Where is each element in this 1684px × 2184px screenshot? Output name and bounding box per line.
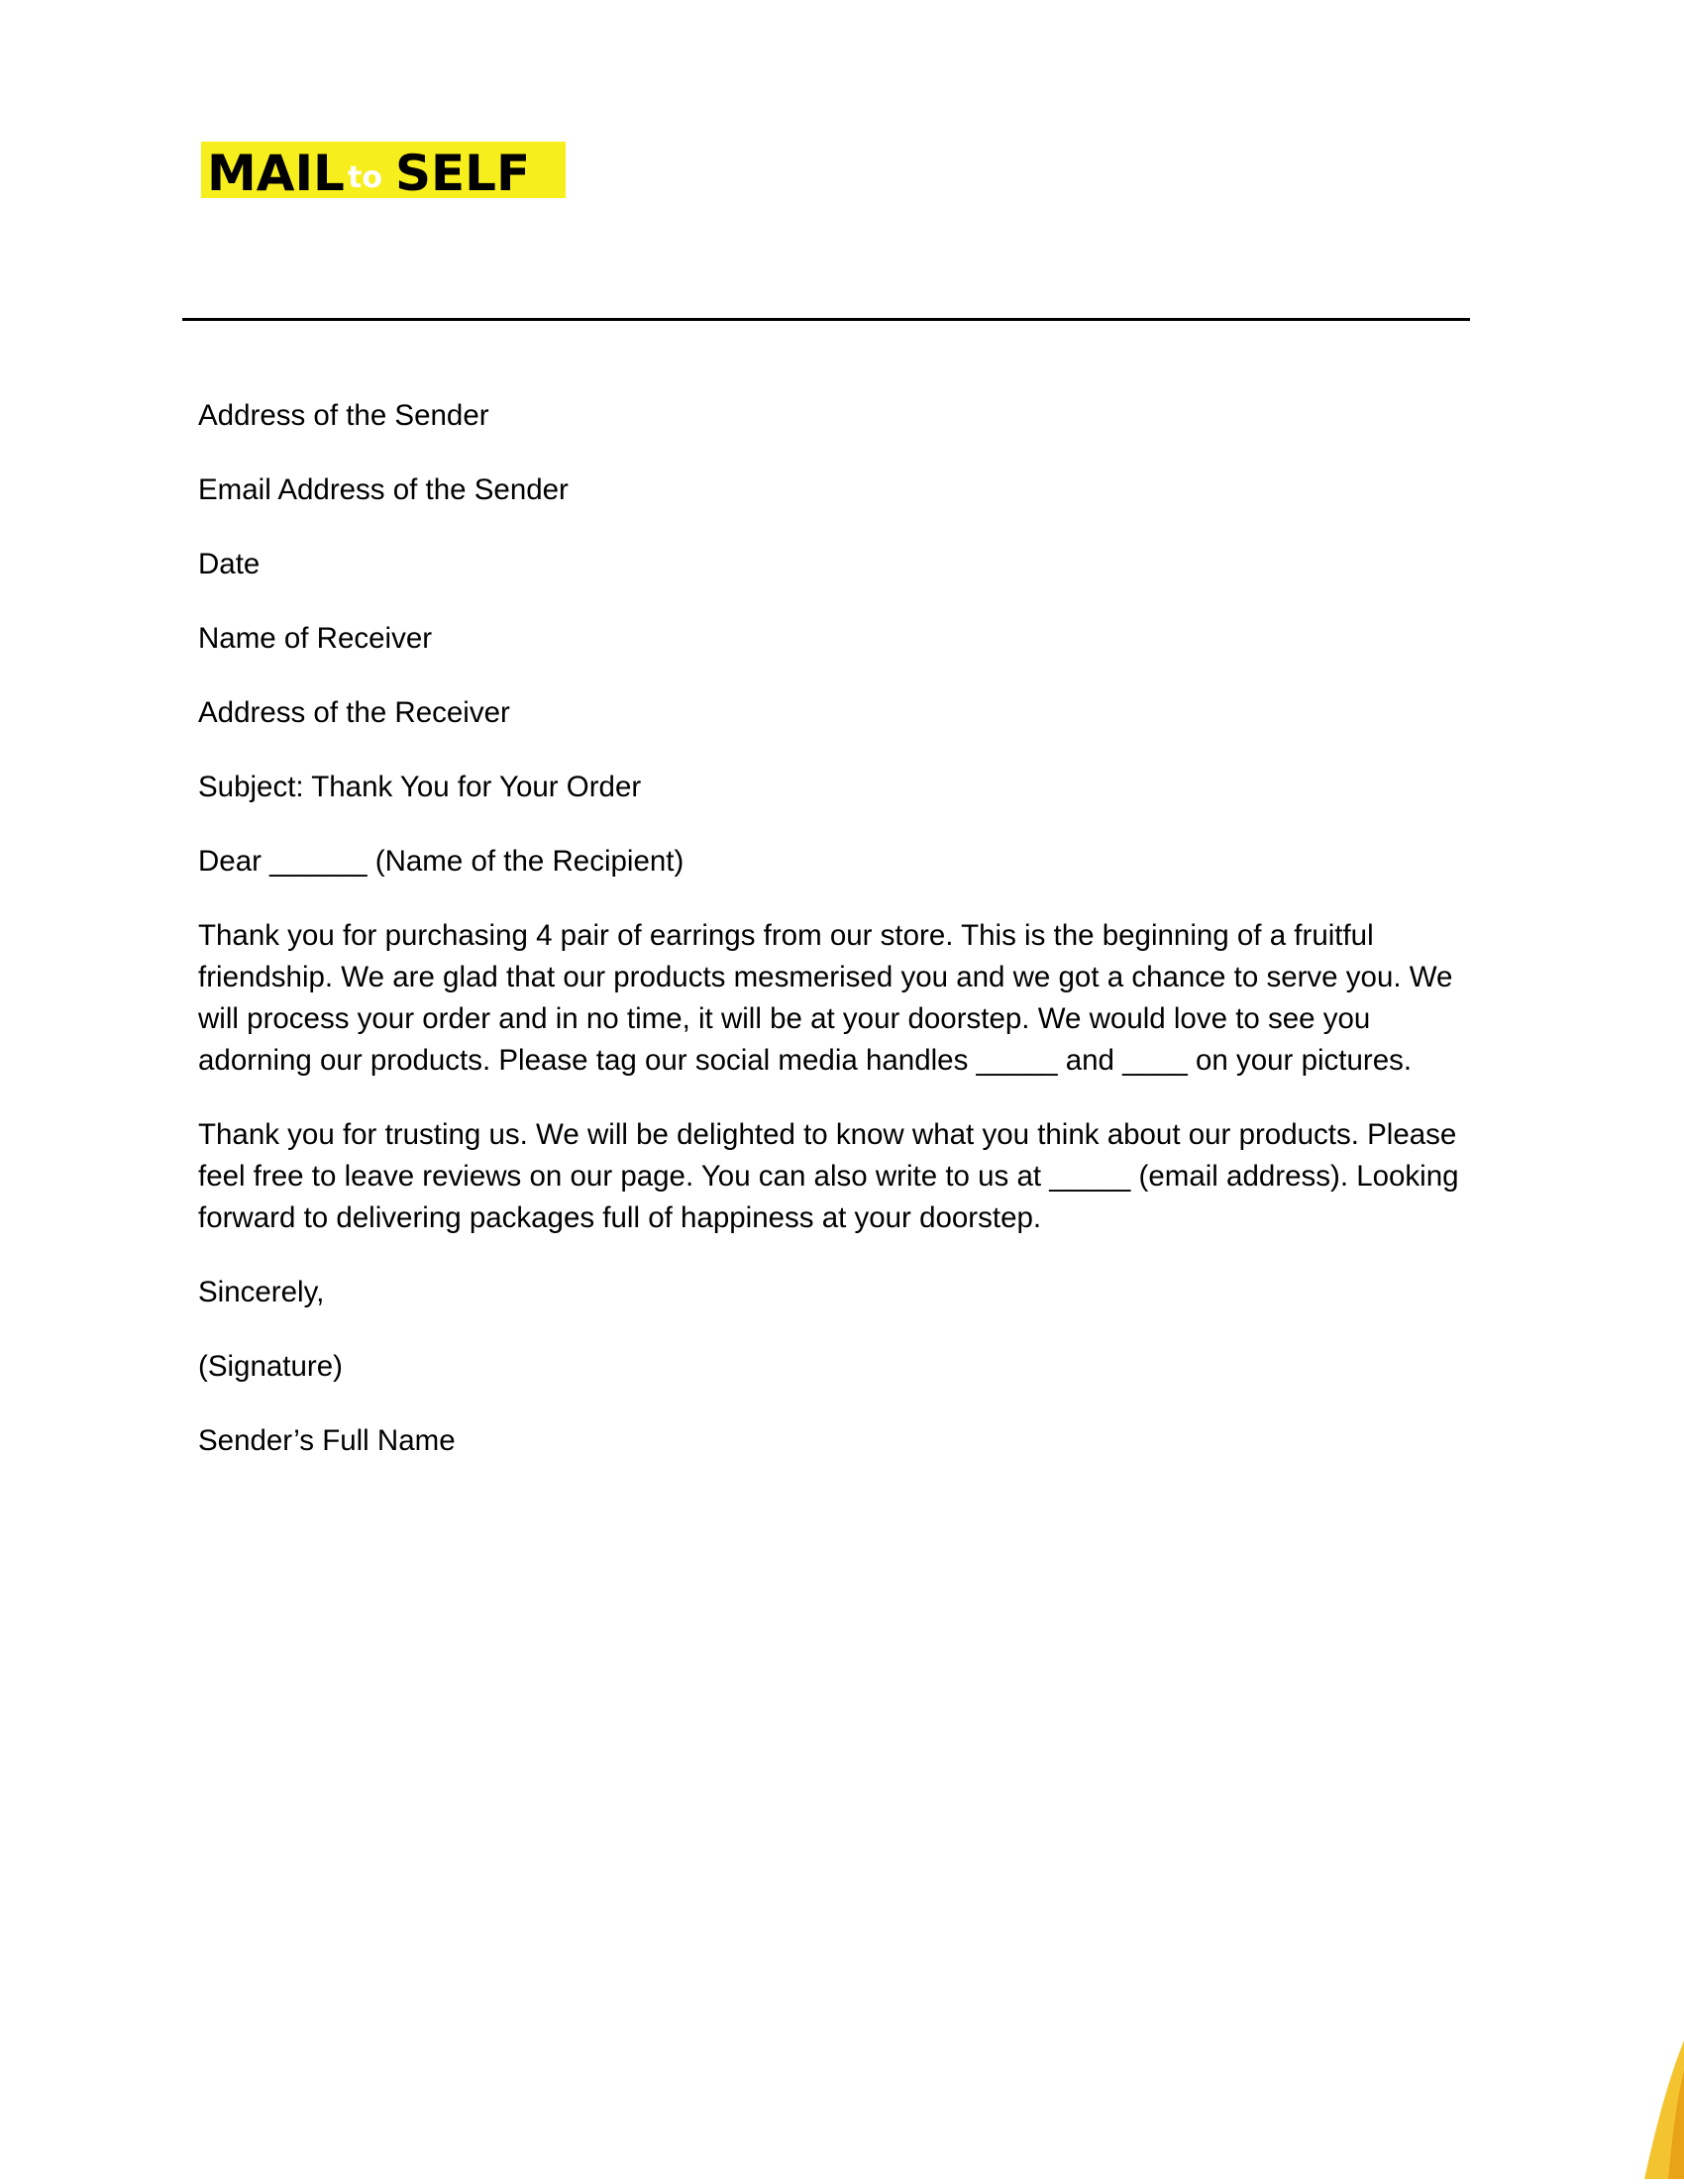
salutation: Dear ______ (Name of the Recipient)	[198, 845, 684, 878]
mailtoself-logo	[201, 142, 566, 198]
letter-subject: Subject: Thank You for Your Order	[198, 771, 642, 803]
paragraph-one: Thank you for purchasing 4 pair of earrings from our store. This is the beginning of a fruitful friendship. We are glad that our products mesmerised you and we got a chance to serve you. We will process your order and in no time, it will be at your doorstep. We would love to see you adorning our products. Please tag our social media handles _____ and ____ on your pictures.	[198, 919, 1453, 1077]
letter-date: Date	[198, 548, 261, 580]
sender-address: Address of the Sender	[198, 399, 489, 432]
corner-decoration	[1625, 2040, 1684, 2179]
closing: Sincerely,	[198, 1276, 325, 1308]
letter-body	[198, 395, 1476, 1495]
receiver-address: Address of the Receiver	[198, 696, 510, 729]
sender-email: Email Address of the Sender	[198, 473, 569, 506]
logo-text-to: to	[348, 160, 382, 195]
logo-text-self: SELF	[395, 145, 531, 198]
paragraph-two: Thank you for trusting us. We will be delighted to know what you think about our products. Please feel free to leave reviews on our page. You can also write to us at _____ (email address). Looking forward to delivering packages full of happiness at your doorstep.	[198, 1118, 1459, 1234]
receiver-name: Name of Receiver	[198, 622, 433, 655]
logo-text-mail: MAIL	[207, 145, 345, 198]
sender-full-name: Sender’s Full Name	[198, 1424, 456, 1457]
header-divider	[182, 318, 1470, 321]
signature-placeholder: (Signature)	[198, 1350, 343, 1383]
